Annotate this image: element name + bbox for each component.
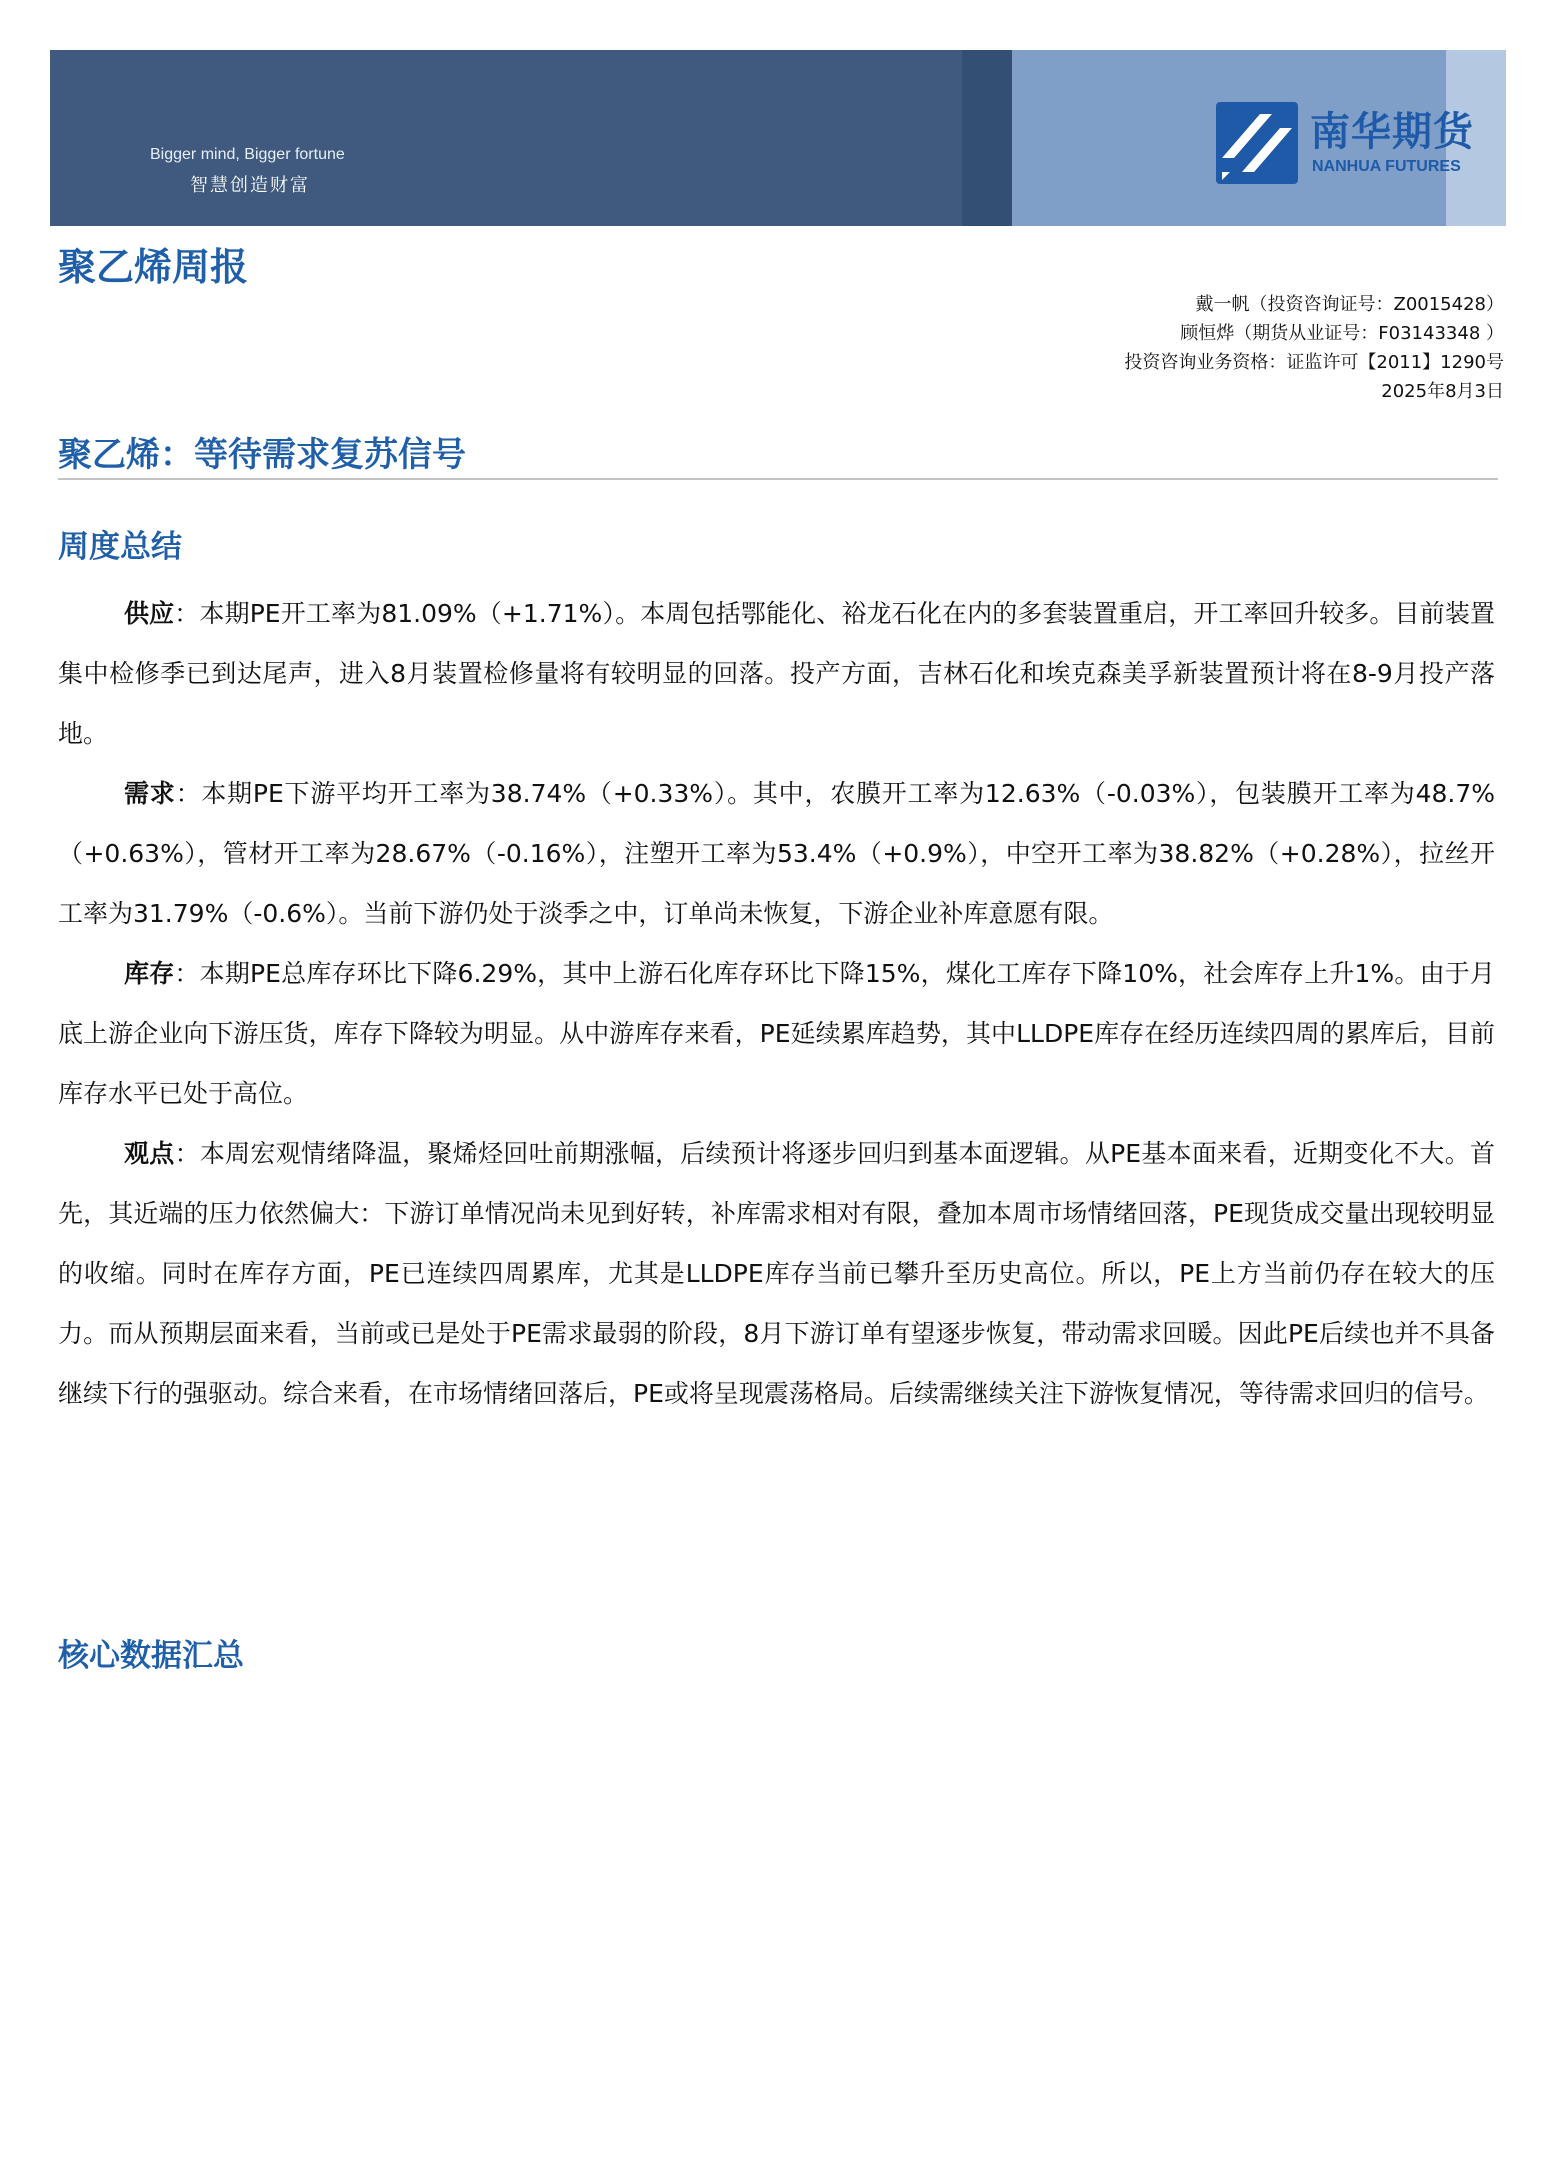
paragraph-label: 需求 [124, 779, 176, 808]
logo-wordmark-chinese: 南华期货 [1310, 109, 1474, 155]
summary-paragraph-inventory [58, 944, 1495, 1124]
slogan-chinese: 智慧创造财富 [190, 175, 310, 196]
weekly-summary-heading: 周度总结 [58, 529, 182, 565]
section-divider [58, 478, 1498, 480]
weekly-summary-body [58, 584, 1495, 1424]
report-title: 聚乙烯周报 [58, 245, 249, 289]
paragraph-text: ：本期PE开工率为81.09%（+1.71%）。本周包括鄂能化、裕龙石化在内的多套装置重启，开工率回升较多。目前装置集中检修季已到达尾声，进入8月装置检修量将有较明显的回落。投产方面，吉林石化和埃克森美孚新装置预计将在8-9月投产落地。 [58, 599, 1495, 748]
paragraph-text: ：本期PE总库存环比下降6.29%，其中上游石化库存环比下降15%，煤化工库存下降10%，社会库存上升1%。由于月底上游企业向下游压货，库存下降较为明显。从中游库存来看，PE延续累库趋势，其中LLDPE库存在经历连续四周的累库后，目前库存水平已处于高位。 [58, 959, 1495, 1108]
header-banner [50, 50, 1506, 226]
report-date: 2025年8月3日 [1381, 381, 1504, 402]
qualification-line: 投资咨询业务资格：证监许可【2011】1290号 [1124, 352, 1504, 373]
paragraph-label: 供应 [124, 599, 175, 628]
summary-paragraph-view [58, 1124, 1495, 1424]
author-line: 戴一帆（投资咨询证号：Z0015428） [1195, 294, 1504, 315]
paragraph-text: ：本期PE下游平均开工率为38.74%（+0.33%）。其中，农膜开工率为12.63%（-0.03%），包装膜开工率为48.7%（+0.63%），管材开工率为28.67%（-0.16%），注塑开工率为53.4%（+0.9%），中空开工率为38.82%（+0.28%），拉丝开工率为31.79%（-0.6%）。当前下游仍处于淡季之中，订单尚未恢复，下游企业补库意愿有限。 [58, 779, 1495, 928]
summary-paragraph-demand [58, 764, 1495, 944]
logo-wordmark-english: NANHUA FUTURES [1312, 158, 1461, 175]
section-title: 聚乙烯：等待需求复苏信号 [58, 435, 466, 475]
paragraph-label: 观点 [124, 1139, 175, 1168]
slogan-english: Bigger mind, Bigger fortune [150, 146, 345, 163]
banner-stripe [962, 50, 1012, 226]
summary-paragraph-supply [58, 584, 1495, 764]
author-block [1124, 290, 1504, 406]
core-data-heading: 核心数据汇总 [58, 1638, 244, 1674]
nanhua-logo-icon [1216, 102, 1298, 184]
author-line: 顾恒烨（期货从业证号：F03143348 ） [1180, 323, 1504, 344]
paragraph-label: 库存 [124, 959, 175, 988]
paragraph-text: ：本周宏观情绪降温，聚烯烃回吐前期涨幅，后续预计将逐步回归到基本面逻辑。从PE基本面来看，近期变化不大。首先，其近端的压力依然偏大：下游订单情况尚未见到好转，补库需求相对有限，叠加本周市场情绪回落，PE现货成交量出现较明显的收缩。同时在库存方面，PE已连续四周累库，尤其是LLDPE库存当前已攀升至历史高位。所以，PE上方当前仍存在较大的压力。而从预期层面来看，当前或已是处于PE需求最弱的阶段，8月下游订单有望逐步恢复，带动需求回暖。因此PE后续也并不具备继续下行的强驱动。综合来看，在市场情绪回落后，PE或将呈现震荡格局。后续需继续关注下游恢复情况，等待需求回归的信号。 [58, 1139, 1495, 1408]
